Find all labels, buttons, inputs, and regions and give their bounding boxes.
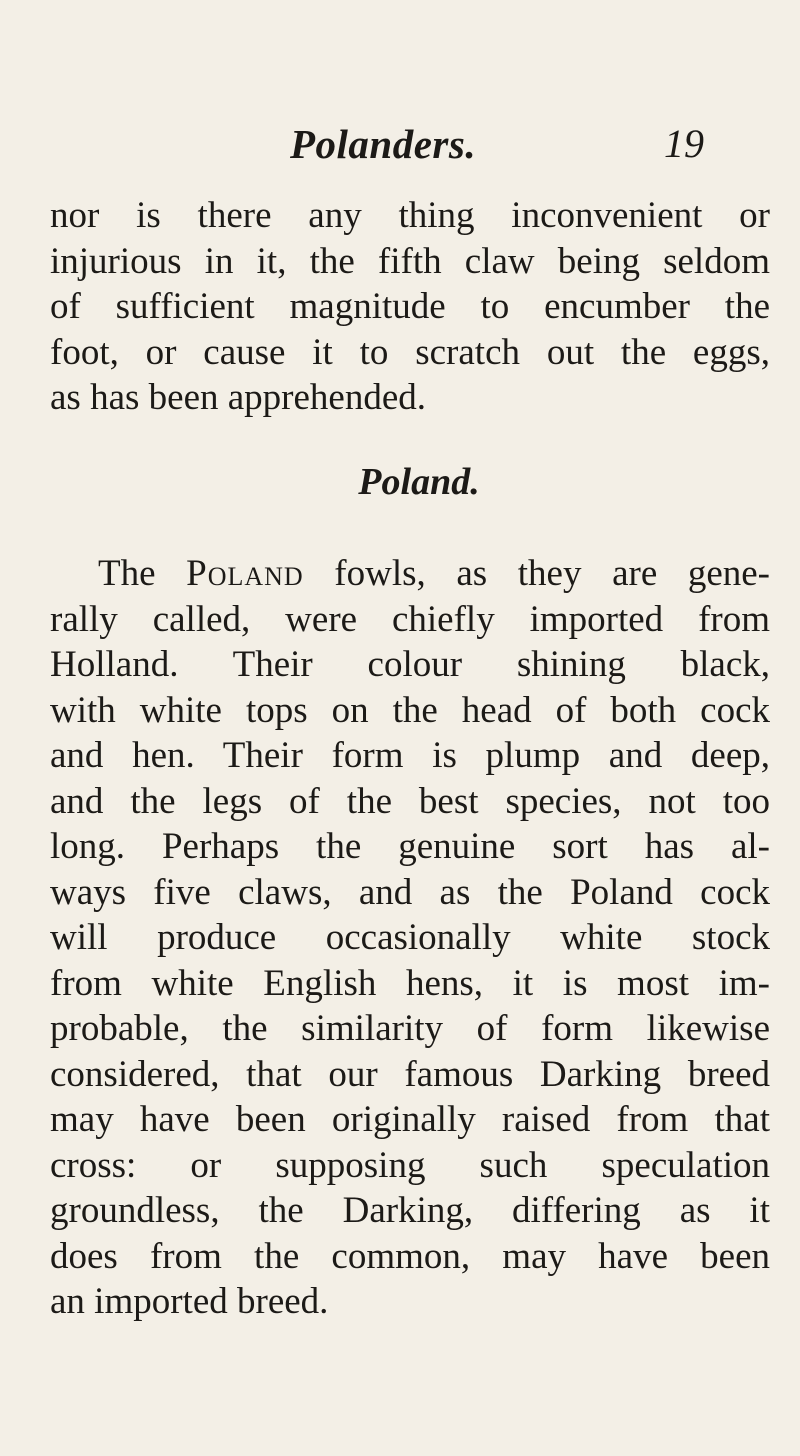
text-line: groundless, the Darking, differing as it (50, 1190, 770, 1231)
text-line: of sufficient magnitude to encumber the (50, 286, 770, 327)
text-line: with white tops on the head of both cock (50, 689, 770, 731)
text-line-first (50, 551, 770, 597)
text-fragment: fowls, as they are gene- (303, 553, 770, 594)
text-line: will produce occasionally white stock (50, 917, 770, 958)
text-line: injurious in it, the fifth claw being seldom (50, 240, 770, 282)
text-line: and hen. Their form is plump and deep, (50, 735, 770, 776)
text-line: may have been originally raised from that (50, 1099, 770, 1140)
text-line-last: an imported breed. (50, 1281, 329, 1322)
text-line: Holland. Their colour shining black, (50, 644, 770, 685)
text-line: cross: or supposing such speculation (50, 1144, 770, 1186)
text-line: does from the common, may have been (50, 1235, 770, 1277)
section-heading: Poland. (358, 461, 480, 503)
text-fragment: The (98, 553, 187, 594)
text-line: ways five claws, and as the Poland cock (50, 871, 770, 913)
text-line: foot, or cause it to scratch out the eggs, (50, 331, 770, 373)
text-line: considered, that our famous Darking breed (50, 1053, 770, 1095)
text-line: long. Perhaps the genuine sort has al- (50, 826, 770, 867)
text-line: rally called, were chiefly imported from (50, 598, 770, 640)
paragraph-continuation (50, 193, 770, 421)
text-line: from white English hens, it is most im- (50, 962, 770, 1004)
text-line: nor is there any thing inconvenient or (50, 195, 770, 236)
running-header (0, 112, 800, 172)
paragraph-poland (50, 551, 770, 1325)
running-title: Polanders. (290, 121, 477, 167)
text-line: as has been apprehended. (50, 377, 426, 418)
text-line: and the legs of the best species, not too (50, 780, 770, 822)
smallcaps-term: Poland (186, 553, 304, 594)
page-number: 19 (664, 121, 704, 166)
text-line: probable, the similarity of form likewise (50, 1008, 770, 1049)
